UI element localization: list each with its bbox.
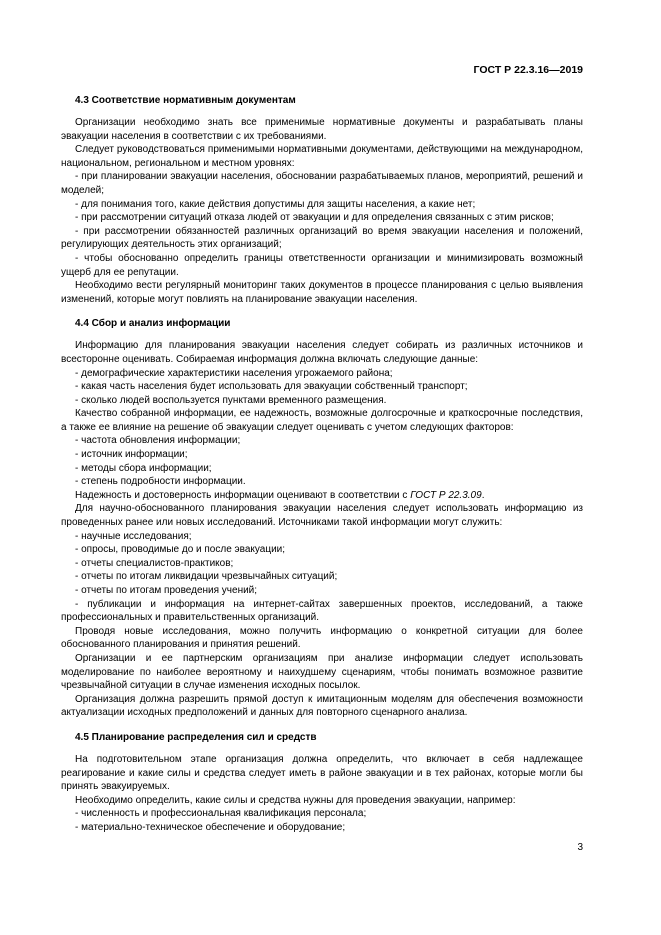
paragraph: На подготовительном этапе организация должна определить, что включает в себя надлежащее реагирование и какие силы и средства следует иметь в районе эвакуации и в тех районах, которые могли бы принять эвакуируемых. bbox=[61, 753, 583, 793]
section-heading-4-4: 4.4 Сбор и анализ информации bbox=[75, 318, 231, 330]
document-body bbox=[61, 92, 583, 835]
section-heading-4-5: 4.5 Планирование распределения сил и средств bbox=[75, 731, 317, 743]
paragraph: Необходимо определить, какие силы и средства нужны для проведения эвакуации, например: bbox=[75, 794, 516, 806]
reliability-text: Надежность и достоверность информации оценивают в соответствии с bbox=[75, 489, 411, 501]
paragraph: Качество собранной информации, ее надежность, возможные долгосрочные и краткосрочные последствия, а также ее влияние на решение об эвакуации следует оценивать с учетом следующих факторов: bbox=[61, 408, 583, 433]
list-item: - публикации и информация на интернет-сайтах завершенных проектов, исследований, а также профессиональных и правительственных организаций. bbox=[61, 598, 583, 624]
list-item: - материально-техническое обеспечение и оборудование; bbox=[75, 821, 346, 833]
paragraph: Организации необходимо знать все применимые нормативные документы и разрабатывать планы эвакуации населения в соответствии с их требованиями. bbox=[61, 117, 583, 142]
reliability-end: . bbox=[481, 489, 485, 501]
list-item: - отчеты специалистов-практиков; bbox=[75, 557, 234, 569]
paragraph: Для научно-обоснованного планирования эвакуации населения следует использовать информацию из проведенных ранее или новых исследований. Источниками такой информации могут служить: bbox=[61, 503, 583, 529]
list-item: - при рассмотрении обязанностей различных организаций во время эвакуации населения и положений, регулирующих деятельность этих организаций; bbox=[61, 225, 583, 251]
list-item: - частота обновления информации; bbox=[75, 435, 241, 447]
list-item: - опросы, проводимые до и после эвакуации; bbox=[75, 544, 286, 556]
list-item: - для понимания того, какие действия допустимы для защиты населения, а какие нет; bbox=[75, 198, 476, 210]
list-item: - какая часть населения будет использовать для эвакуации собственный транспорт; bbox=[75, 381, 468, 393]
list-item: - при рассмотрении ситуаций отказа людей от эвакуации и для определения связанных с этим рисков; bbox=[75, 212, 554, 224]
list-item: - сколько людей воспользуется пунктами временного размещения. bbox=[75, 394, 387, 406]
list-item: - численность и профессиональная квалификация персонала; bbox=[75, 808, 367, 820]
paragraph: Организация должна разрешить прямой доступ к имитационным моделям для обеспечения возможности актуализации исходных предположений и данных для повторного сценарного анализа. bbox=[61, 693, 583, 719]
list-item: - отчеты по итогам проведения учений; bbox=[75, 585, 258, 596]
paragraph: Следует руководствоваться применимыми нормативными документами, действующими на международном, национальном, региональном и местном уровнях: bbox=[61, 144, 583, 169]
list-item: - чтобы обоснованно определить границы ответственности организации и минимизировать возможный ущерб для ее репутации. bbox=[61, 252, 583, 278]
list-item: - отчеты по итогам ликвидации чрезвычайных ситуаций; bbox=[75, 571, 338, 583]
section-heading-4-3: 4.3 Соответствие нормативным документам bbox=[75, 95, 296, 106]
list-item: - методы сбора информации; bbox=[75, 462, 212, 474]
paragraph-reliability bbox=[61, 489, 583, 503]
list-item: - при планировании эвакуации населения, обосновании разрабатываемых планов, мероприятий, решений и моделей; bbox=[61, 171, 583, 196]
list-item: - демографические характеристики населения угрожаемого района; bbox=[75, 367, 393, 379]
paragraph: Проводя новые исследования, можно получить информацию о конкретной ситуации для более обоснованного планирования и принятия решений. bbox=[61, 625, 583, 651]
paragraph: Организации и ее партнерским организациям при анализе информации следует использовать моделирование по наиболее вероятному и наихудшему сценариям, чтобы понимать возможное развитие чрезвычайной ситуации в случае изменения исходных посылок. bbox=[61, 652, 583, 692]
document-code: ГОСТ Р 22.3.16—2019 bbox=[473, 64, 583, 76]
list-item: - источник информации; bbox=[75, 449, 188, 461]
paragraph: Необходимо вести регулярный мониторинг таких документов в процессе планирования с целью выявления изменений, которые могут повлиять на планирование эвакуации населения. bbox=[61, 280, 583, 305]
standard-reference-link[interactable]: ГОСТ Р 22.3.09 bbox=[410, 489, 482, 501]
list-item: - степень подробности информации. bbox=[75, 476, 246, 488]
list-item: - научные исследования; bbox=[75, 530, 192, 542]
page-number: 3 bbox=[577, 842, 583, 853]
paragraph: Информацию для планирования эвакуации населения следует собирать из различных источников и всесторонне оценивать. Собираемая информация должна включать следующие данные: bbox=[61, 340, 583, 365]
